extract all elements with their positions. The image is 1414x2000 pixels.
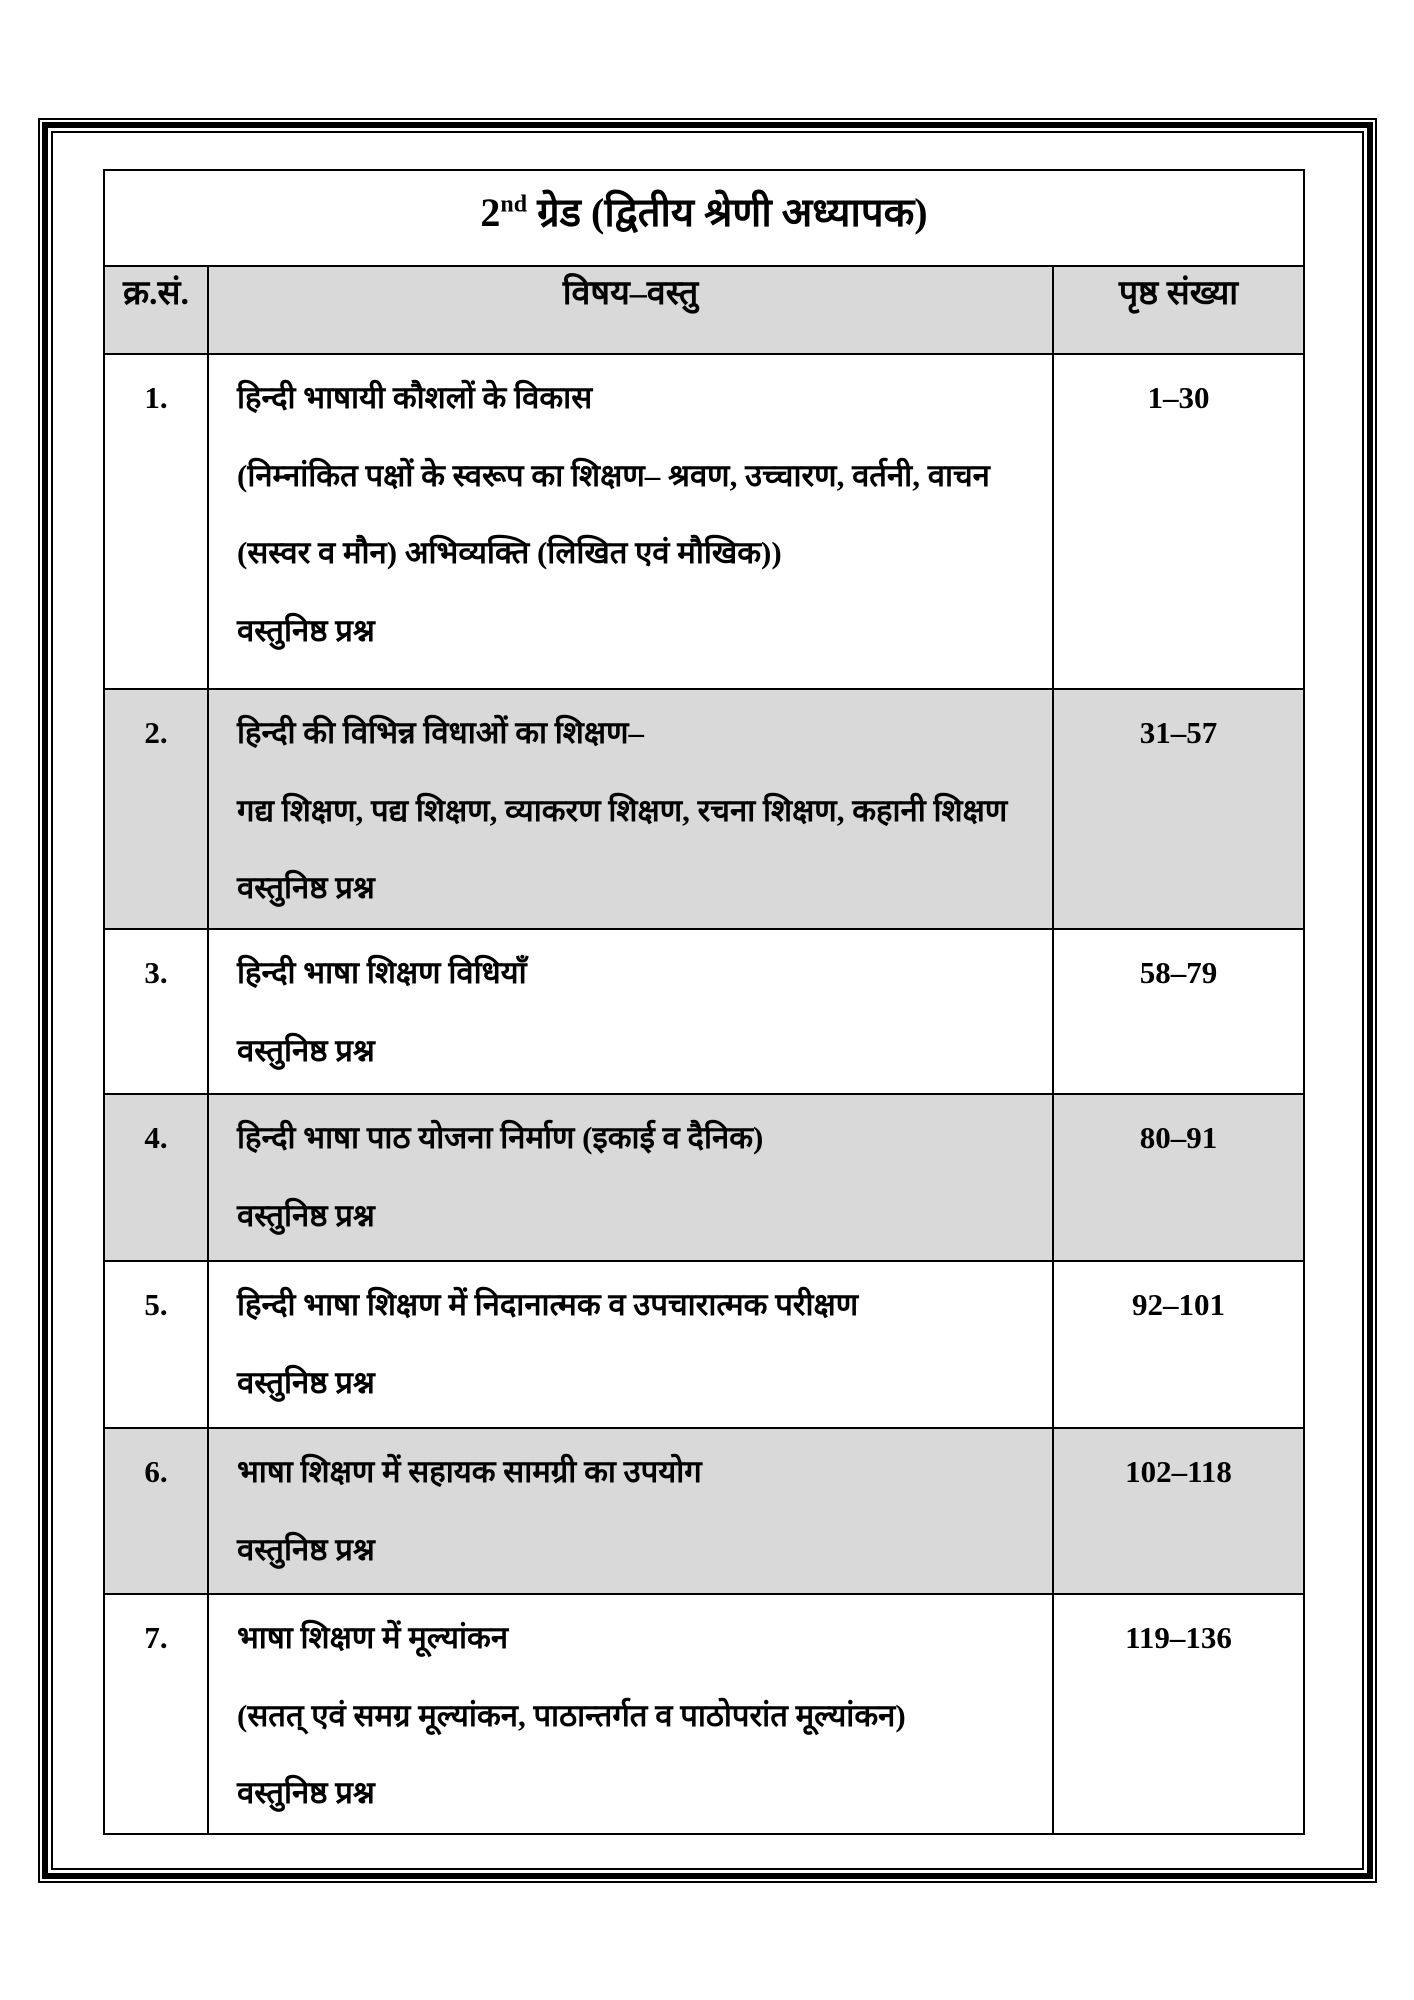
subject-line: हिन्दी भाषायी कौशलों के विकास — [237, 380, 593, 415]
subject-line: वस्तुनिष्ठ प्रश्न — [237, 1032, 375, 1068]
serial-number-cell: 4. — [104, 1094, 208, 1261]
subject-matter-cell — [208, 354, 1053, 689]
table-of-contents — [103, 169, 1305, 1835]
serial-number-cell: 3. — [104, 929, 208, 1094]
table-row — [104, 1594, 1304, 1834]
subject-line: (सस्वर व मौन) अभिव्यक्ति (लिखित एवं मौखिक)) — [237, 535, 782, 570]
subject-line: भाषा शिक्षण में सहायक सामग्री का उपयोग — [237, 1454, 702, 1489]
table-header-row — [104, 266, 1304, 354]
page-range-cell: 92–101 — [1053, 1261, 1304, 1428]
table-row — [104, 354, 1304, 689]
subject-line: हिन्दी भाषा शिक्षण विधियाँ — [237, 955, 527, 990]
page-range-cell: 1–30 — [1053, 354, 1304, 689]
page-range-cell: 58–79 — [1053, 929, 1304, 1094]
subject-matter-cell — [208, 1428, 1053, 1594]
subject-matter-cell — [208, 1261, 1053, 1428]
subject-line: वस्तुनिष्ठ प्रश्न — [237, 1197, 375, 1233]
subject-matter-cell — [208, 689, 1053, 929]
header-subject-matter: विषय–वस्तु — [208, 266, 1053, 354]
page-range-cell: 31–57 — [1053, 689, 1304, 929]
header-serial-number: क्र.सं. — [104, 266, 208, 354]
subject-line: वस्तुनिष्ठ प्रश्न — [237, 870, 375, 905]
title-text: ग्रेड (द्वितीय श्रेणी अध्यापक) — [527, 190, 928, 235]
serial-number-cell: 1. — [104, 354, 208, 689]
header-page-number: पृष्ठ संख्या — [1053, 266, 1304, 354]
table-row — [104, 689, 1304, 929]
table-row — [104, 929, 1304, 1094]
subject-line: (निम्नांकित पक्षों के स्वरूप का शिक्षण– श्रवण, उच्चारण, वर्तनी, वाचन — [237, 457, 990, 493]
serial-number-cell: 6. — [104, 1428, 208, 1594]
subject-line: वस्तुनिष्ठ प्रश्न — [237, 1775, 375, 1810]
table-row — [104, 1094, 1304, 1261]
subject-line: हिन्दी भाषा पाठ योजना निर्माण (इकाई व दैनिक) — [237, 1120, 764, 1155]
subject-line: गद्य शिक्षण, पद्य शिक्षण, व्याकरण शिक्षण, रचना शिक्षण, कहानी शिक्षण — [237, 792, 1008, 828]
serial-number-cell: 2. — [104, 689, 208, 929]
page-range-cell: 80–91 — [1053, 1094, 1304, 1261]
title-number: 2 — [480, 190, 501, 235]
serial-number-cell: 7. — [104, 1594, 208, 1834]
subject-line: हिन्दी की विभिन्न विधाओं का शिक्षण– — [237, 715, 645, 750]
table-row — [104, 1428, 1304, 1594]
subject-line: वस्तुनिष्ठ प्रश्न — [237, 1364, 375, 1400]
page-range-cell: 102–118 — [1053, 1428, 1304, 1594]
subject-matter-cell — [208, 929, 1053, 1094]
subject-line: वस्तुनिष्ठ प्रश्न — [237, 1531, 375, 1567]
page-title — [104, 170, 1304, 266]
title-row — [104, 170, 1304, 266]
subject-matter-cell — [208, 1094, 1053, 1261]
subject-line: वस्तुनिष्ठ प्रश्न — [237, 612, 375, 648]
subject-matter-cell — [208, 1594, 1053, 1834]
title-ordinal-superscript: nd — [500, 191, 528, 218]
subject-line: (सतत् एवं समग्र मूल्यांकन, पाठान्तर्गत व पाठोपरांत मूल्यांकन) — [237, 1697, 906, 1733]
page-range-cell: 119–136 — [1053, 1594, 1304, 1834]
table-row — [104, 1261, 1304, 1428]
serial-number-cell: 5. — [104, 1261, 208, 1428]
toc-table-body — [104, 170, 1304, 1834]
subject-line: भाषा शिक्षण में मूल्यांकन — [237, 1620, 509, 1655]
subject-line: हिन्दी भाषा शिक्षण में निदानात्मक व उपचारात्मक परीक्षण — [237, 1287, 859, 1322]
